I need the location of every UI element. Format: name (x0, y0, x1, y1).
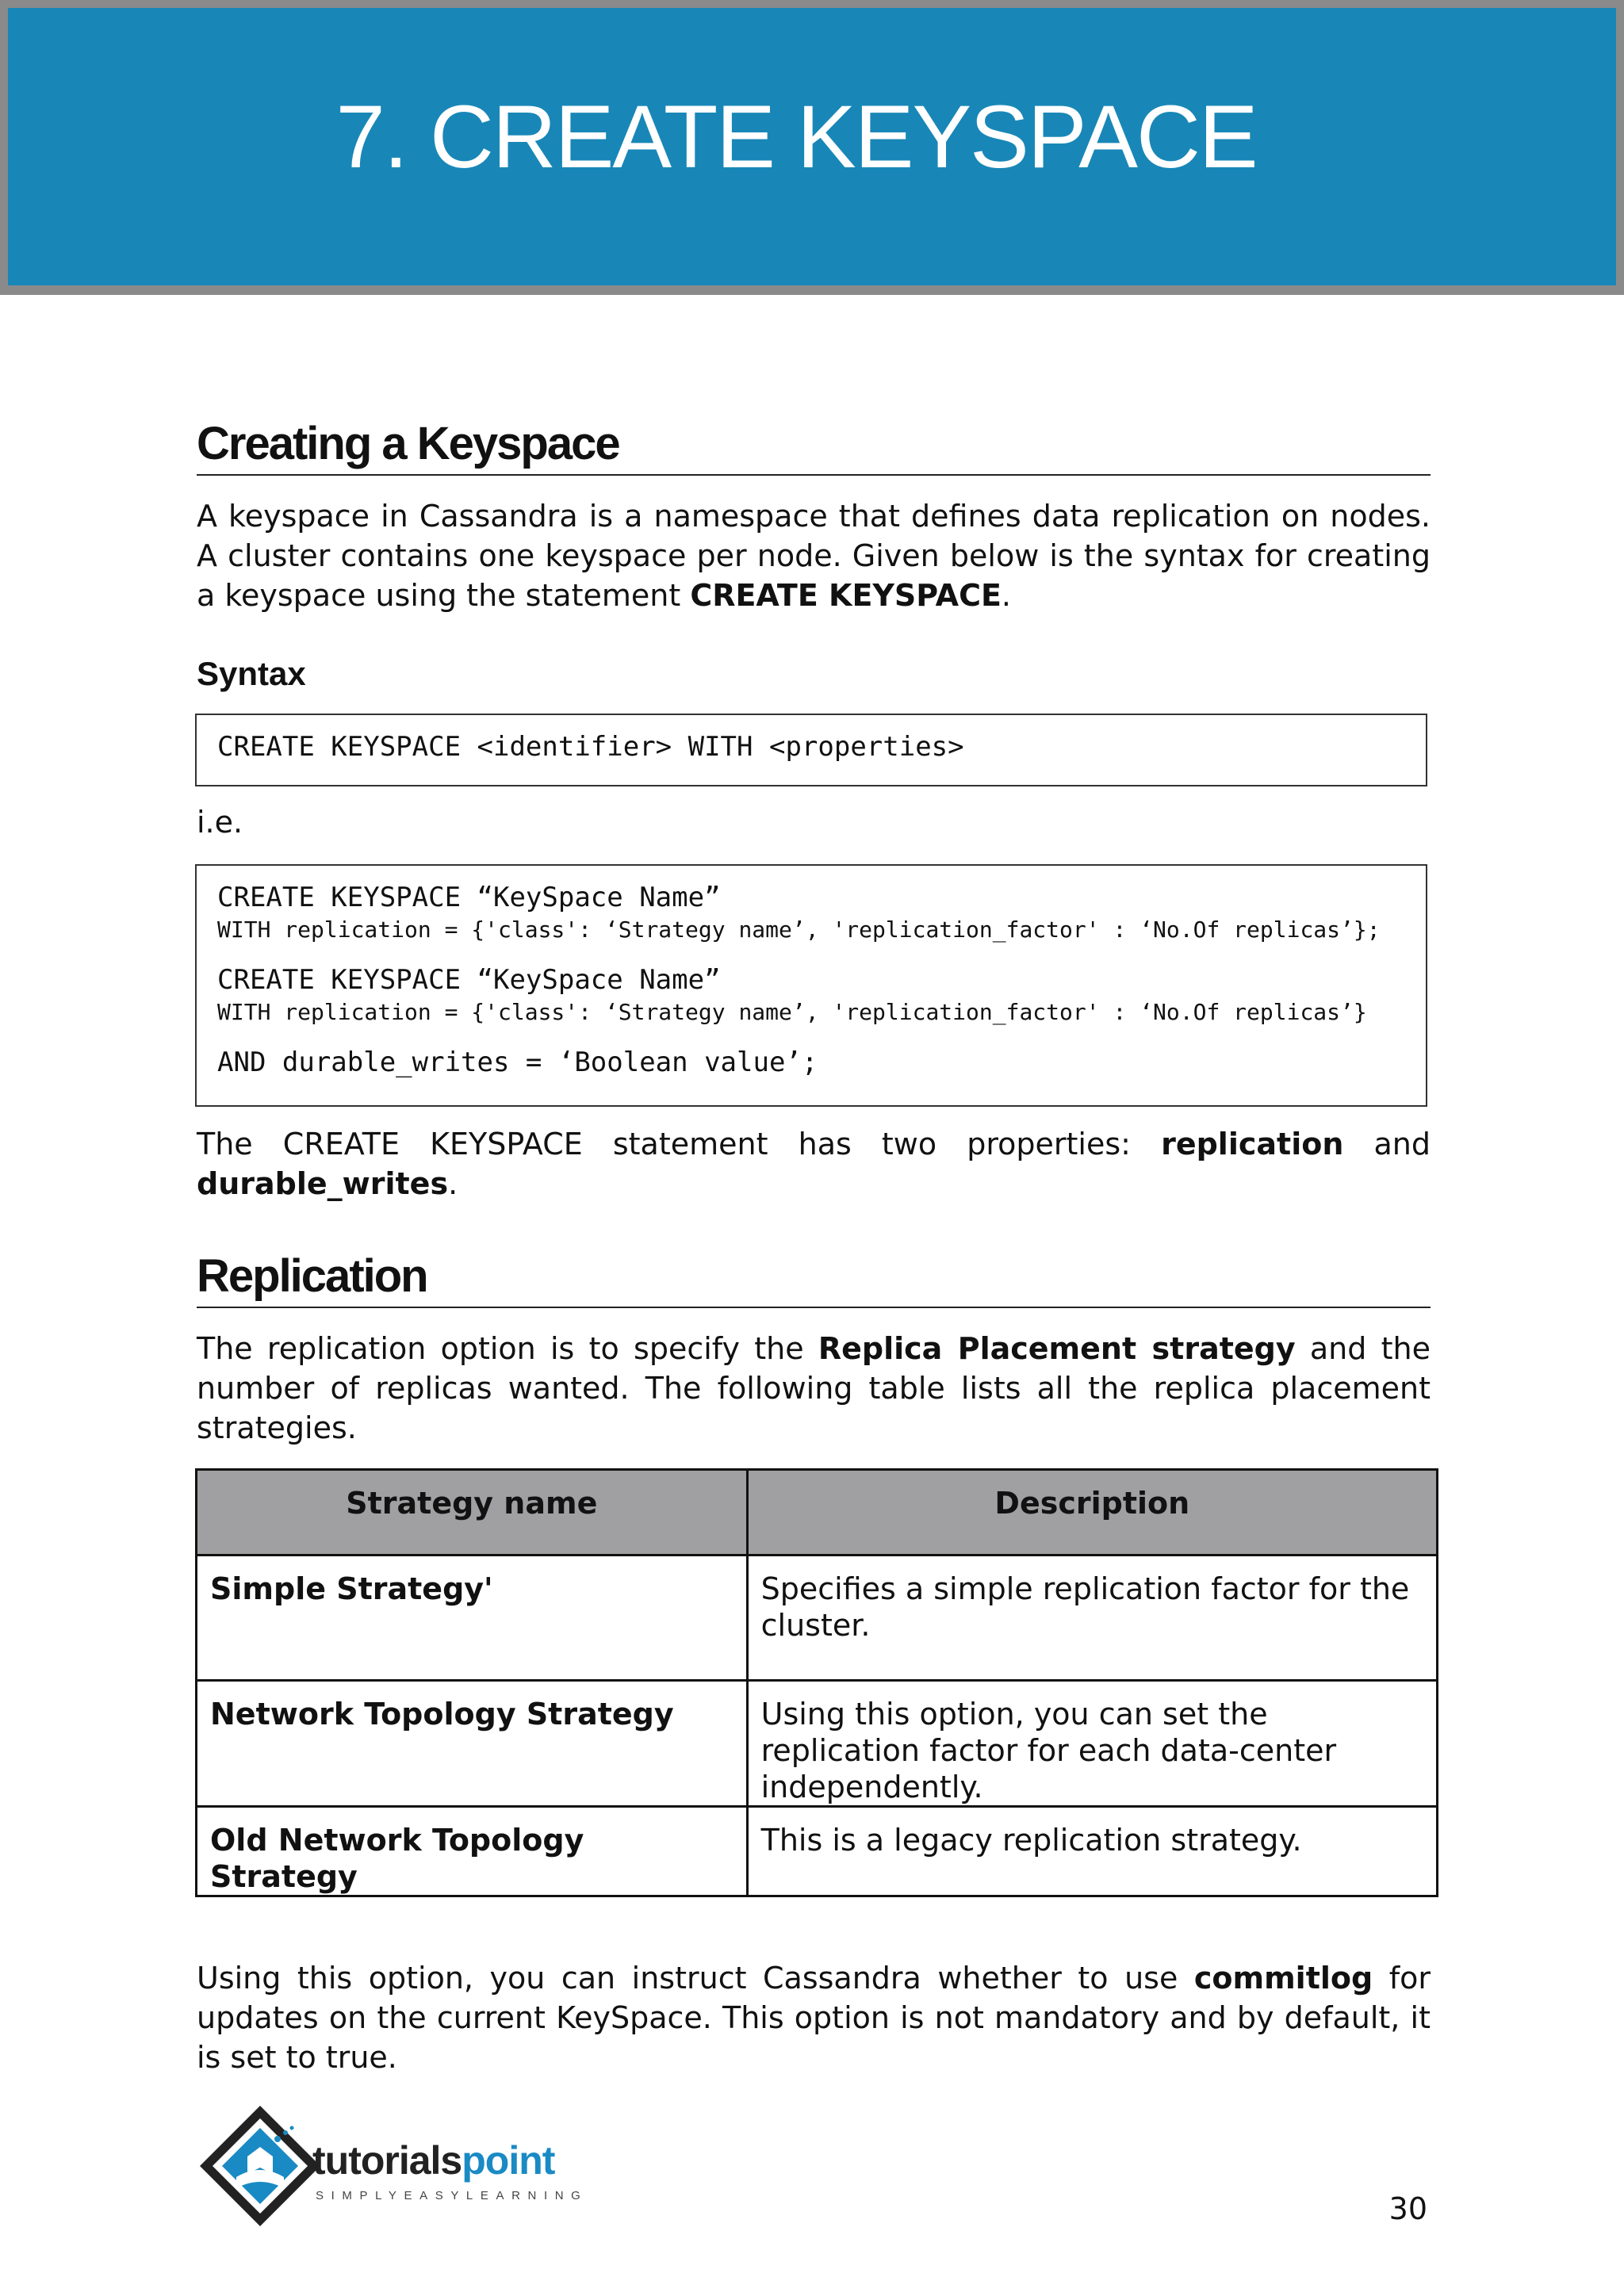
table-row (197, 1807, 1438, 1896)
example-line-1: CREATE KEYSPACE “KeySpace Name” (217, 882, 721, 913)
table-header-strategy-name: Strategy name (197, 1470, 748, 1556)
example-line-3: CREATE KEYSPACE “KeySpace Name” (217, 964, 721, 996)
logo-text-point: point (462, 2138, 555, 2183)
table-cell-strategy-name: Simple Strategy' (197, 1556, 748, 1681)
properties-text-1: The CREATE KEYSPACE statement has two properties: (197, 1127, 1162, 1161)
durable-text-1: Using this option, you can instruct Cassandra whether to use (197, 1961, 1194, 1996)
replication-text-2: and the number of replicas wanted. The following table lists all the replica placement strategies. (197, 1331, 1431, 1445)
properties-end: . (448, 1166, 458, 1201)
table-header-description: Description (747, 1470, 1437, 1556)
intro-text: A keyspace in Cassandra is a namespace that defines data replication on nodes. A cluster contains one keyspace per node. Given below is the syntax for creating a keyspace using the statement (197, 499, 1431, 613)
section-replication (197, 1251, 1431, 1308)
table-cell-description: This is a legacy replication strategy. (747, 1807, 1437, 1896)
ie-label: i.e. (197, 805, 243, 840)
syntax-heading-wrap (197, 655, 1431, 693)
durable-text-2: for updates on the current KeySpace. This option is not mandatory and by default, it is set to true. (197, 1961, 1431, 2075)
example-line-5: AND durable_writes = ‘Boolean value’; (217, 1047, 818, 1078)
section-creating-keyspace (197, 419, 1431, 476)
heading-replication: Replication (197, 1251, 1431, 1308)
tutorialspoint-logo (195, 2101, 615, 2228)
properties-paragraph (197, 1124, 1431, 1203)
intro-end: . (1001, 578, 1012, 613)
table-row (197, 1556, 1438, 1681)
table-cell-description: Using this option, you can set the replication factor for each data-center independently. (747, 1681, 1437, 1807)
page-number: 30 (1388, 2191, 1427, 2226)
properties-text-2: and (1343, 1127, 1431, 1161)
replication-text-1: The replication option is to specify the (197, 1331, 818, 1366)
example-line-2: WITH replication = {'class': ‘Strategy name’, 'replication_factor' : ‘No.Of replicas’}; (217, 916, 1381, 943)
intro-bold-create-keyspace: CREATE KEYSPACE (690, 578, 1002, 613)
heading-syntax: Syntax (197, 655, 306, 692)
properties-bold-durable-writes: durable_writes (197, 1166, 449, 1201)
svg-text:tutorialspoint (312, 2138, 556, 2183)
table-header-row (197, 1470, 1438, 1556)
intro-paragraph (197, 496, 1431, 615)
table-cell-strategy-name: Network Topology Strategy (197, 1681, 748, 1807)
syntax-code: CREATE KEYSPACE <identifier> WITH <properties> (217, 731, 964, 763)
logo-tagline: SIMPLYEASYLEARNING (316, 2189, 588, 2202)
replication-bold-strategy: Replica Placement strategy (818, 1331, 1296, 1366)
properties-bold-replication: replication (1161, 1127, 1344, 1161)
table-cell-description: Specifies a simple replication factor for the cluster. (747, 1556, 1437, 1681)
heading-creating-keyspace: Creating a Keyspace (197, 419, 1431, 476)
logo-diamond-icon (200, 2106, 320, 2226)
example-line-4: WITH replication = {'class': ‘Strategy name’, 'replication_factor' : ‘No.Of replicas’} (217, 999, 1367, 1025)
table-row (197, 1681, 1438, 1807)
strategy-table (195, 1468, 1438, 1897)
chapter-title: 7. CREATE KEYSPACE (335, 87, 1257, 186)
logo-text-tutorials: tutorials (312, 2138, 462, 2183)
syntax-code-block (195, 714, 1427, 786)
table-cell-strategy-name: Old Network Topology Strategy (197, 1807, 748, 1896)
durable-bold-commitlog: commitlog (1193, 1961, 1373, 1996)
durable-writes-paragraph (197, 1958, 1431, 2077)
replication-paragraph (197, 1329, 1431, 1448)
example-code-block (195, 864, 1427, 1107)
